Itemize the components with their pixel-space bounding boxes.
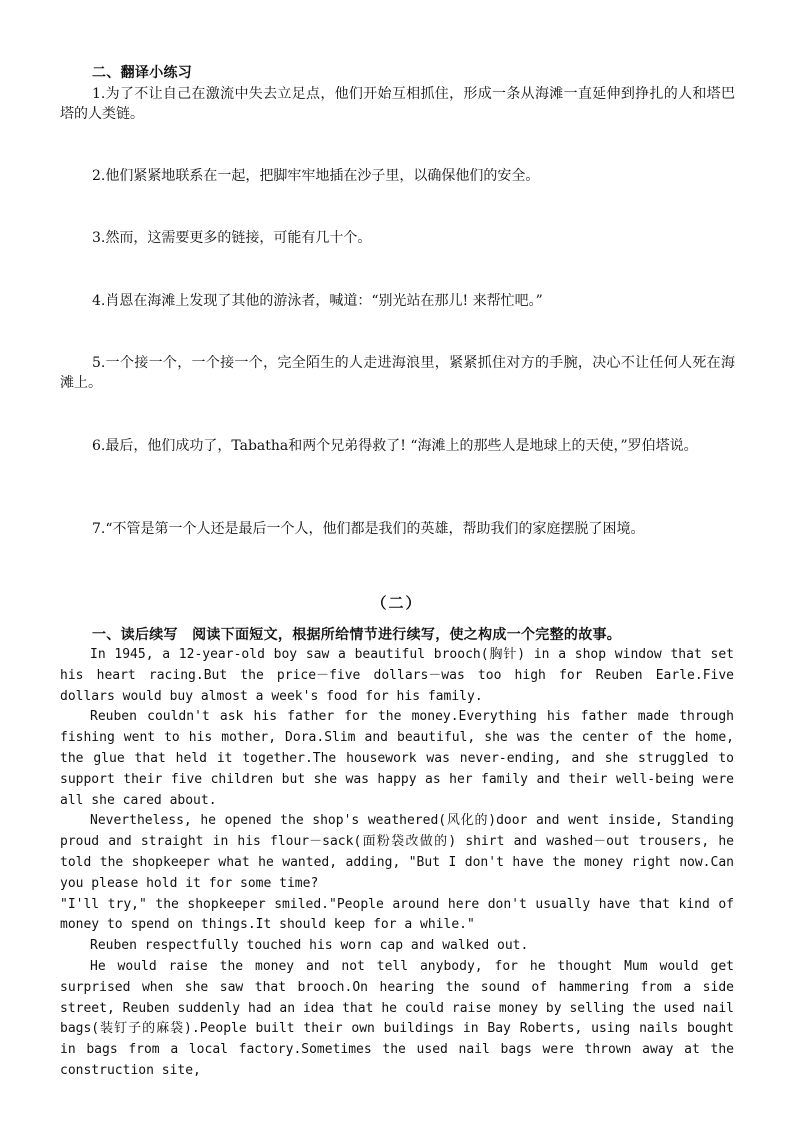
translation-item-1: 1.为了不让自己在激流中失去立足点，他们开始互相抓住，形成一条从海滩一直延伸到挣扎的人和塔巴塔的人类链。 — [60, 86, 735, 122]
story-paragraph-1: In 1945, a 12-year-old boy saw a beautiful brooch(胸针) in a shop window that set his heart racing.But the price－five dollars－was too high for Reuben Earle.Five dollars would buy almost a week's food for his family. — [60, 647, 734, 704]
continuation-writing-heading: 一、读后续写 阅读下面短文，根据所给情节进行续写，使之构成一个完整的故事。 — [92, 627, 622, 643]
translation-item-3: 3.然而，这需要更多的链接，可能有几十个。 — [92, 230, 372, 246]
translation-item-5: 5.一个接一个，一个接一个，完全陌生的人走进海浪里，紧紧抓住对方的手腕，决心不让任何人死在海滩上。 — [60, 355, 735, 391]
translation-practice-heading: 二、翻译小练习 — [92, 65, 193, 81]
story-paragraph-4: "I'll try," the shopkeeper smiled."People around here don't usually have that kind of money to spend on things.It should keep for a while." — [60, 896, 734, 933]
story-paragraph-5: Reuben respectfully touched his worn cap and walked out. — [90, 938, 529, 954]
story-paragraph-2: Reuben couldn't ask his father for the money.Everything his father made through fishing went to his mother, Dora.Slim and beautiful, she was the center of the home, the glue that held it together.The housework was never-ending, and she struggled to support their five children but she was happy as her family and their well-being were all she cared about. — [60, 709, 734, 808]
translation-item-2: 2.他们紧紧地联系在一起，把脚牢牢地插在沙子里，以确保他们的安全。 — [92, 168, 540, 184]
story-paragraph-3: Nevertheless, he opened the shop's weathered(风化的)door and went inside, Standing proud and straight in his flour－sack(面粉袋改做的) shirt and washed－out trousers, he told the shopkeeper what he wanted, adding, "But I don't have the money right now.Can you please hold it for some time? — [60, 813, 734, 891]
story-passage — [60, 645, 734, 1082]
section-title: （二） — [371, 594, 423, 612]
translation-item-4: 4.肖恩在海滩上发现了其他的游泳者，喊道：“别光站在那儿! 来帮忙吧。” — [92, 293, 543, 309]
story-paragraph-6: He would raise the money and not tell anybody, for he thought Mum would get surprised when she saw that brooch.On hearing the sound of hammering from a side street, Reuben suddenly had an idea that he could raise money by selling the used nail bags(装钉子的麻袋).People built their own buildings in Bay Roberts, using nails bought in bags from a local factory.Sometimes the used nail bags were thrown away at the construction site, — [60, 958, 734, 1078]
translation-item-7: 7.“不管是第一个人还是最后一个人，他们都是我们的英雄，帮助我们的家庭摆脱了困境。 — [92, 521, 645, 537]
translation-item-6: 6.最后，他们成功了，Tabatha和两个兄弟得救了! “海滩上的那些人是地球上的天使，”罗伯塔说。 — [92, 438, 698, 454]
